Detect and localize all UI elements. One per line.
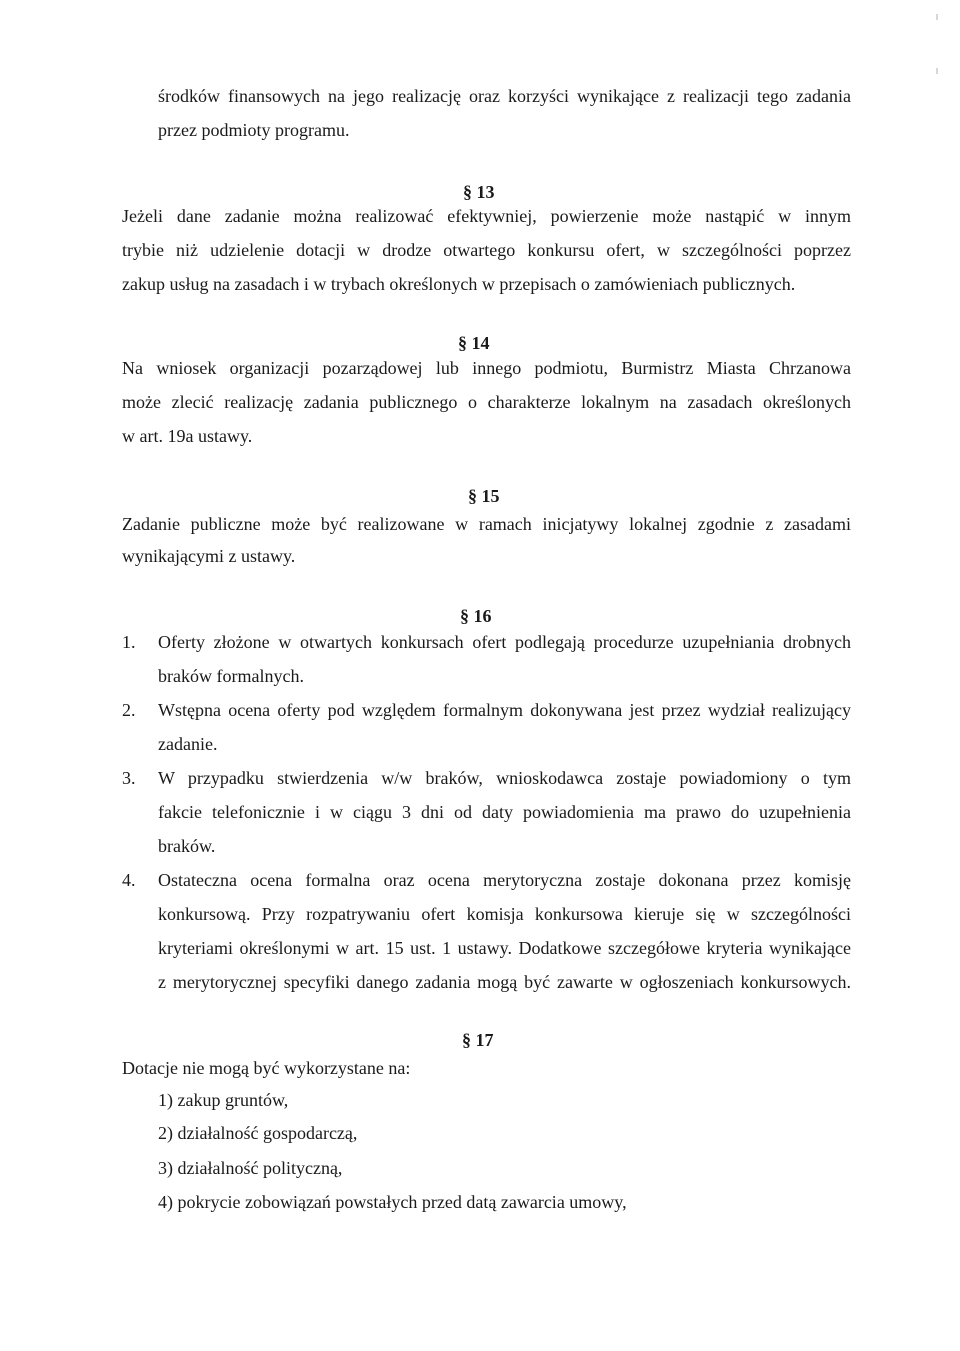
section-16-item-4-line: konkursową. Przy rozpatrywaniu ofert komisja konkursowa kieruje się w szczególności — [158, 904, 851, 924]
section-17-list-item: 3) działalność polityczną, — [158, 1158, 343, 1178]
section-16-item-3-line: braków. — [158, 836, 216, 856]
item-number: 3. — [122, 768, 136, 788]
section-16-item-1-line: Oferty złożone w otwartych konkursach ofert podlegają procedurze uzupełniania drobnych — [158, 632, 851, 652]
section-15-heading: § 15 — [468, 486, 500, 506]
scan-mark — [936, 68, 938, 74]
section-13-heading: § 13 — [463, 182, 495, 202]
section-17-list-item: 2) działalność gospodarczą, — [158, 1123, 358, 1143]
section-14-line: może zlecić realizację zadania publicznego o charakterze lokalnym na zasadach określonych — [122, 392, 851, 412]
section-15-line: wynikającymi z ustawy. — [122, 546, 296, 566]
section-13-line: Jeżeli dane zadanie można realizować efektywniej, powierzenie może nastąpić w innym — [122, 206, 851, 226]
section-13-line: zakup usług na zasadach i w trybach określonych w przepisach o zamówieniach publicznych. — [122, 274, 796, 294]
section-16-heading: § 16 — [460, 606, 492, 626]
section-17-heading: § 17 — [462, 1030, 494, 1050]
section-17-intro: Dotacje nie mogą być wykorzystane na: — [122, 1058, 411, 1078]
section-15-line: Zadanie publiczne może być realizowane w ramach inicjatywy lokalnej zgodnie z zasadami — [122, 514, 851, 534]
item-number: 4. — [122, 870, 136, 890]
scan-mark — [936, 14, 938, 20]
item-number: 1. — [122, 632, 136, 652]
section-16-item-4-line: kryteriami określonymi w art. 15 ust. 1 ustawy. Dodatkowe szczegółowe kryteria wynikające — [158, 938, 851, 958]
intro-line-1: środków finansowych na jego realizację oraz korzyści wynikające z realizacji tego zadania — [158, 86, 851, 106]
section-16-item-4-line: z merytorycznej specyfiki danego zadania mogą być zawarte w ogłoszeniach konkursowych. — [158, 972, 851, 992]
section-14-line: Na wniosek organizacji pozarządowej lub innego podmiotu, Burmistrz Miasta Chrzanowa — [122, 358, 851, 378]
section-16-item-2-line: zadanie. — [158, 734, 218, 754]
section-16-item-1-line: braków formalnych. — [158, 666, 304, 686]
intro-line-2: przez podmioty programu. — [158, 120, 350, 140]
section-16-item-3-line: W przypadku stwierdzenia w/w braków, wnioskodawca zostaje powiadomiony o tym — [158, 768, 851, 788]
section-13-line: trybie niż udzielenie dotacji w drodze otwartego konkursu ofert, w szczególności poprzez — [122, 240, 851, 260]
section-17-list-item: 4) pokrycie zobowiązań powstałych przed datą zawarcia umowy, — [158, 1192, 627, 1212]
section-16-item-3-line: fakcie telefonicznie i w ciągu 3 dni od daty powiadomienia ma prawo do uzupełnienia — [158, 802, 851, 822]
section-16-item-4-line: Ostateczna ocena formalna oraz ocena merytoryczna zostaje dokonana przez komisję — [158, 870, 851, 890]
section-14-heading: § 14 — [458, 333, 490, 353]
section-14-line: w art. 19a ustawy. — [122, 426, 253, 446]
section-16-item-2-line: Wstępna ocena oferty pod względem formalnym dokonywana jest przez wydział realizujący — [158, 700, 851, 720]
section-17-list-item: 1) zakup gruntów, — [158, 1090, 289, 1110]
item-number: 2. — [122, 700, 136, 720]
